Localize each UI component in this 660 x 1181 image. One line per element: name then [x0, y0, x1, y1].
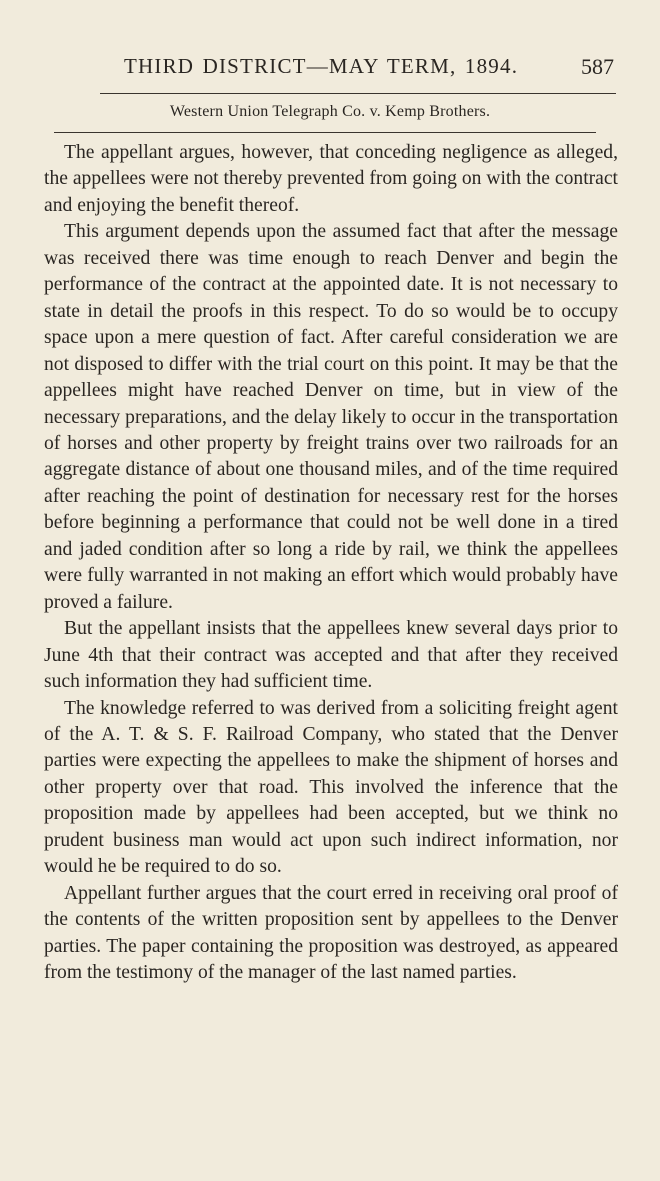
running-title: THIRD DISTRICT—MAY TERM, 1894. [124, 54, 519, 78]
paragraph: But the appellant insists that the appellees knew several days prior to June 4th that their contract was accepted and that after they received such information they had sufficient time. [44, 618, 618, 693]
running-head [40, 54, 614, 84]
paragraph: Appellant further argues that the court erred in receiving oral proof of the contents of the written proposition sent by appellees to the Denver parties. The paper containing the proposition was destroyed, as appeared from the testimony of the manager of the last named parties. [44, 882, 618, 984]
paragraph: The knowledge referred to was derived from a soliciting freight agent of the A. T. & S. F. Railroad Company, who stated that the Denver parties were expecting the appellees to make the shipment of horses and other property over that road. This involved the inference that the proposition made by appellees had been accepted, but we think no prudent business man would act upon such indirect information, nor would he be required to do so. [44, 697, 618, 878]
top-rule [100, 93, 616, 94]
paragraph: This argument depends upon the assumed fact that after the message was received there was time enough to reach Denver and begin the performance of the contract at the appointed date. It is not necessary to state in detail the proofs in this respect. To do so would be to occupy space upon a mere question of fact. After careful consideration we are not disposed to differ with the trial court on this point. It may be that the appellees might have reached Denver on time, but in view of the necessary preparations, and the delay likely to occur in the transportation of horses and other property by freight trains over two railroads for an aggregate distance of about one thousand miles, and of the time required after reaching the point of destination for necessary rest for the horses before beginning a performance that could not be well done in a tired and jaded condition after so long a ride by rail, we think the appellees were fully warranted in not making an effort which would probably have proved a failure. [44, 221, 618, 613]
opinion-text [44, 140, 618, 987]
bottom-rule [54, 132, 596, 133]
paragraph: The appellant argues, however, that conceding negligence as alleged, the appellees were not thereby prevented from going on with the contract and enjoying the benefit thereof. [44, 142, 618, 216]
case-title: Western Union Telegraph Co. v. Kemp Brothers. [169, 103, 491, 120]
page-number: 587 [581, 54, 614, 79]
